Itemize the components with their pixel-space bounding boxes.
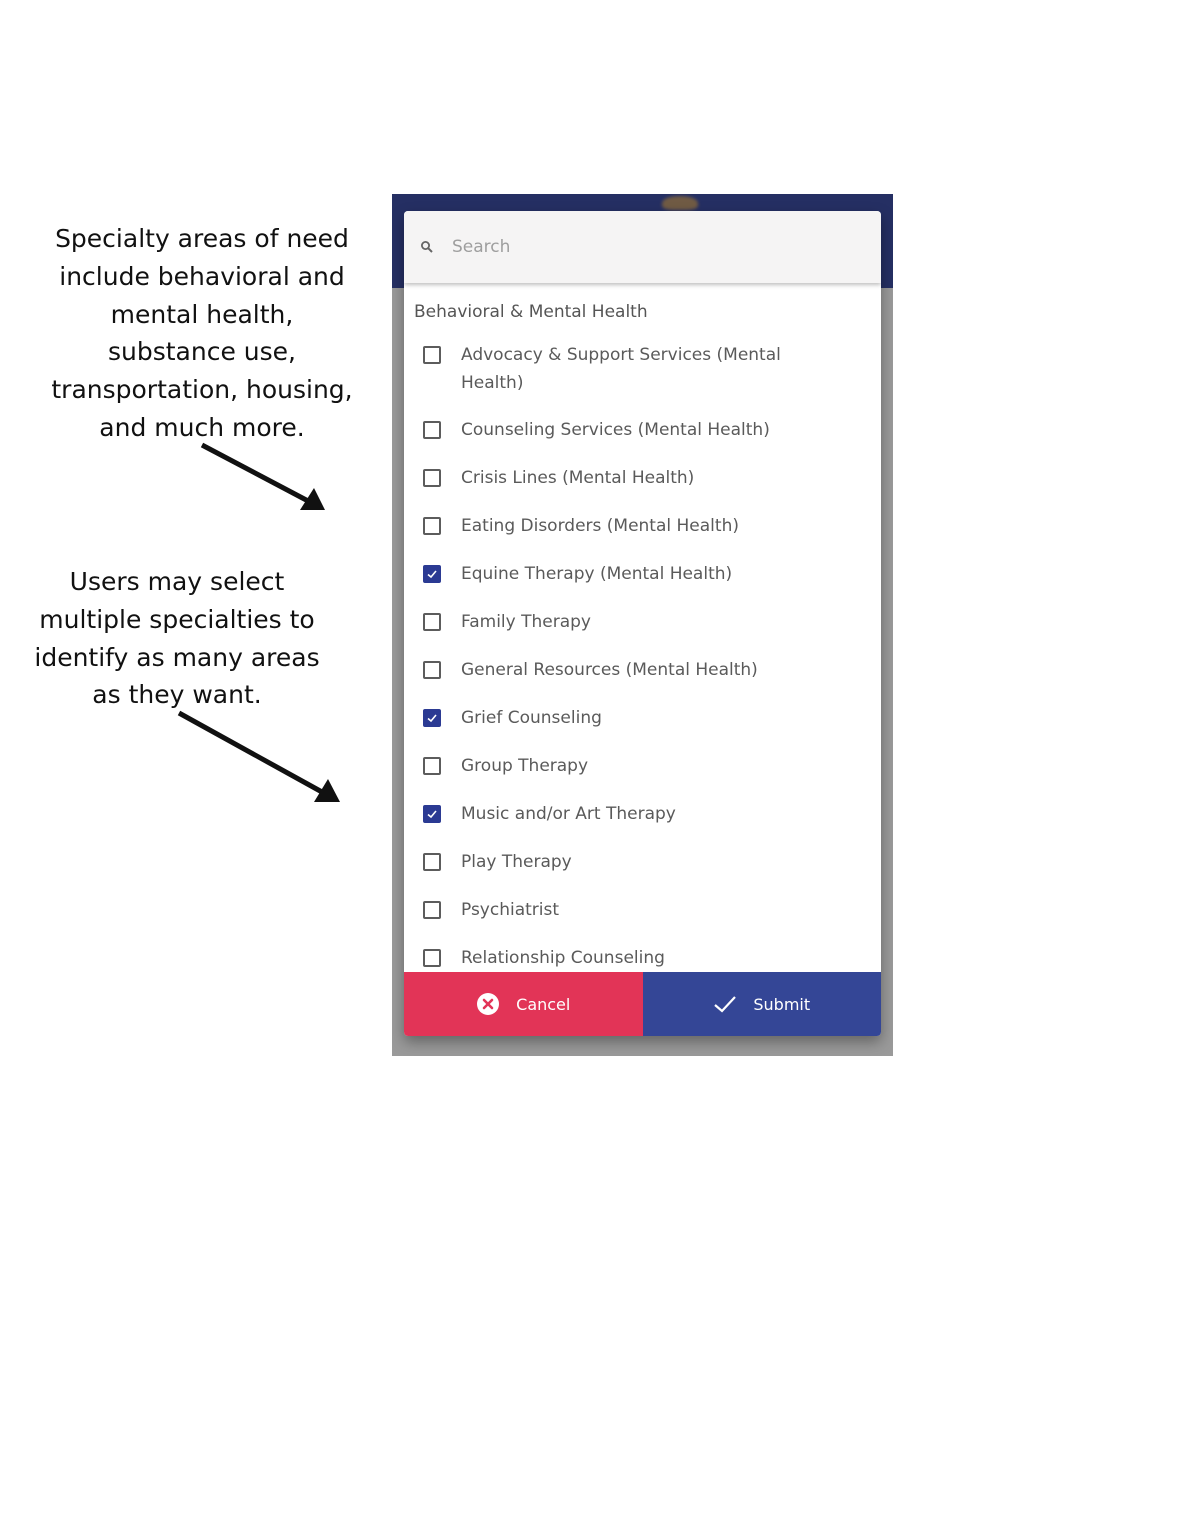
checkbox-checked[interactable] bbox=[423, 709, 441, 727]
checkbox-unchecked[interactable] bbox=[423, 517, 441, 535]
option-label: Group Therapy bbox=[461, 756, 589, 776]
checkmark-icon bbox=[713, 994, 737, 1014]
action-buttons bbox=[404, 972, 881, 1036]
option-label: Music and/or Art Therapy bbox=[461, 804, 676, 824]
cancel-button[interactable] bbox=[404, 972, 643, 1036]
annotation-line: Specialty areas of need bbox=[55, 224, 349, 253]
search-input[interactable] bbox=[450, 236, 834, 258]
checkbox-unchecked[interactable] bbox=[423, 613, 441, 631]
arrow-icon bbox=[174, 708, 344, 808]
checkbox-unchecked[interactable] bbox=[423, 757, 441, 775]
checkbox-checked[interactable] bbox=[423, 565, 441, 583]
option-label: Advocacy & Support Services (Mental Health) bbox=[461, 345, 781, 393]
annotation-line: multiple specialties to bbox=[39, 604, 315, 634]
arrow-icon bbox=[198, 440, 333, 515]
option-label: Equine Therapy (Mental Health) bbox=[461, 564, 733, 584]
submit-button[interactable] bbox=[643, 972, 882, 1036]
annotation-line: transportation, housing, bbox=[51, 375, 353, 405]
search-icon bbox=[420, 240, 434, 254]
annotation-line: and much more. bbox=[99, 412, 305, 442]
option-label: Psychiatrist bbox=[461, 900, 560, 920]
checkmark-icon bbox=[426, 568, 438, 580]
specialty-picker-modal bbox=[404, 211, 881, 1036]
annotation-line: as they want. bbox=[92, 680, 262, 710]
checkbox-unchecked[interactable] bbox=[423, 469, 441, 487]
option-label: Family Therapy bbox=[461, 612, 591, 632]
checkmark-icon bbox=[426, 712, 438, 724]
annotation-line: include behavioral and bbox=[59, 261, 345, 291]
close-circle-icon bbox=[476, 992, 500, 1016]
annotation-specialty-areas bbox=[28, 220, 376, 447]
annotation-line: mental health, bbox=[110, 299, 294, 329]
cancel-label: Cancel bbox=[516, 994, 571, 1014]
annotation-line: identify as many areas bbox=[34, 642, 320, 672]
option-label: Counseling Services (Mental Health) bbox=[461, 420, 770, 440]
checkbox-unchecked[interactable] bbox=[423, 853, 441, 871]
specialty-picker-screen bbox=[392, 194, 893, 1056]
annotation-line: substance use, bbox=[107, 337, 296, 367]
option-label: Play Therapy bbox=[461, 852, 572, 872]
annotation-line: Users may select bbox=[69, 567, 285, 596]
checkmark-icon bbox=[426, 808, 438, 820]
annotation-multi-select bbox=[18, 563, 336, 714]
checkbox-unchecked[interactable] bbox=[423, 421, 441, 439]
option-label: Grief Counseling bbox=[461, 708, 602, 728]
option-label: General Resources (Mental Health) bbox=[461, 660, 758, 680]
checkbox-unchecked[interactable] bbox=[423, 661, 441, 679]
checkbox-unchecked[interactable] bbox=[423, 949, 441, 967]
checkbox-unchecked[interactable] bbox=[423, 901, 441, 919]
group-header: Behavioral & Mental Health bbox=[414, 302, 648, 322]
logo-icon bbox=[662, 196, 698, 210]
option-label: Eating Disorders (Mental Health) bbox=[461, 516, 739, 536]
specialty-list[interactable] bbox=[404, 283, 881, 972]
search-bar bbox=[404, 211, 881, 283]
checkbox-checked[interactable] bbox=[423, 805, 441, 823]
checkbox-unchecked[interactable] bbox=[423, 346, 441, 364]
submit-label: Submit bbox=[753, 994, 811, 1014]
option-label: Crisis Lines (Mental Health) bbox=[461, 468, 695, 488]
option-label: Relationship Counseling bbox=[461, 948, 665, 968]
